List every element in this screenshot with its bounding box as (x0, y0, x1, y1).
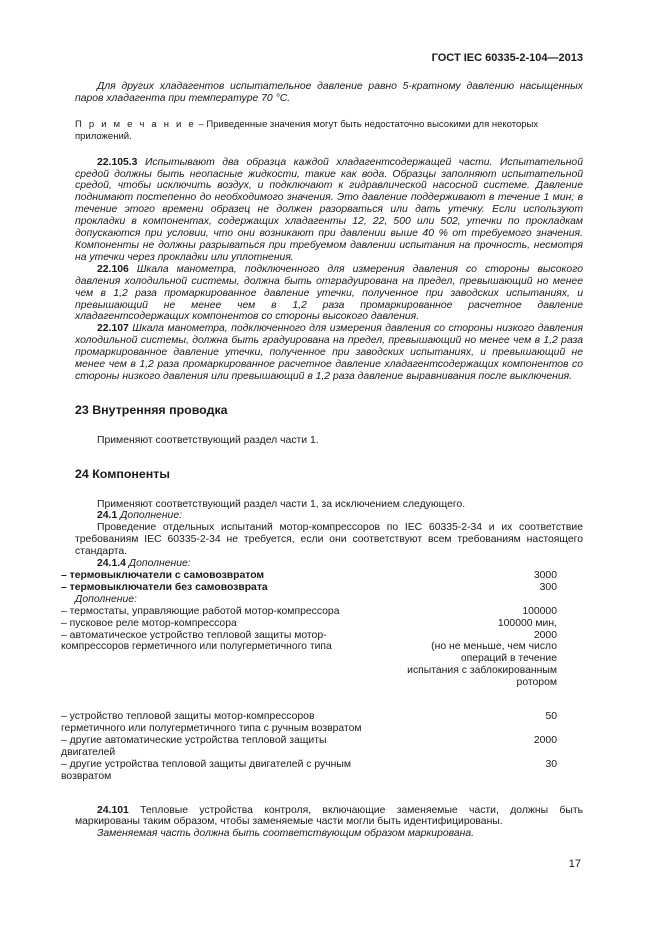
clause-number: 24.101 (97, 804, 129, 816)
row-value-main: 2000 (533, 629, 557, 641)
clause-number: 22.105.3 (97, 156, 138, 168)
section-23-heading: 23 Внутренняя проводка (75, 402, 228, 417)
document-header: ГОСТ IEC 60335-2-104—2013 (431, 52, 583, 64)
table-row (61, 759, 569, 783)
clause-24-101 (75, 805, 583, 829)
cycles-table (61, 570, 569, 783)
clause-22-107 (75, 323, 583, 383)
clause-number: 22.107 (97, 323, 129, 335)
section-23-text: Применяют соответствующий раздел части 1. (97, 434, 319, 446)
row-value: 2000 (533, 734, 557, 746)
row-value (375, 630, 569, 690)
row-value-note: (но не меньше, чем число (431, 641, 557, 653)
intro-paragraph: Для других хладагентов испытательное давление равно 5-кратному давлению насыщенных паров хладагента при температуре 70 °C. (75, 81, 583, 104)
table-row (61, 582, 569, 594)
row-name: – устройство тепловой защиты мотор-компрессоров герметичного или полугерметичного типа с ручным возвратом (61, 711, 362, 734)
clause-24-101-italic: Заменяемая часть должна быть соответствующим образом маркирована. (97, 828, 474, 840)
table-row (61, 606, 569, 618)
row-value: 300 (539, 581, 557, 593)
row-value: 100000 (522, 605, 557, 617)
note-paragraph (75, 119, 583, 143)
section-24-heading: 24 Компоненты (75, 466, 170, 481)
row-value: 3000 (533, 570, 557, 581)
table-row (61, 618, 569, 630)
note-label: П р и м е ч а н и е (75, 118, 196, 130)
section-24-text: Применяют соответствующий раздел части 1, за исключением следующего. (97, 498, 466, 510)
clause-24-1-text: Проведение отдельных испытаний мотор-компрессоров по IEC 60335-2-34 и их соответствие требованиям IEC 60335-2-34 не требуется, если они соответствуют всем требованиям настоящего стандарта. (75, 522, 583, 558)
clause-22-105-3 (75, 157, 583, 264)
table-row (61, 735, 569, 759)
clause-22-106 (75, 264, 583, 324)
page-content (61, 81, 583, 840)
row-value-note: операций в течение (460, 653, 557, 665)
row-name: – другие устройства тепловой защиты двигателей с ручным возвратом (61, 758, 351, 782)
clause-number: 24.1 (97, 510, 118, 522)
row-value: 30 (545, 758, 557, 770)
row-name: – термостаты, управляющие работой мотор-компрессора (61, 605, 340, 617)
clause-24-1-4 (75, 558, 583, 570)
clause-24-1 (75, 510, 583, 522)
addition-label: Дополнение: (75, 593, 137, 605)
row-value: 100000 мин, (497, 617, 557, 629)
row-name: – другие автоматические устройства тепловой защиты двигателей (61, 734, 327, 758)
note-text: – Приведенные значения могут быть недостаточно высокими для некоторых приложений. (75, 118, 539, 142)
row-value: 50 (545, 711, 557, 723)
clause-number: 24.1.4 (97, 558, 126, 570)
clause-text: Тепловые устройства контроля, включающие заменяемые части, должны быть маркированы таким образом, чтобы заменяемые части могли быть идентифицированы. (75, 804, 583, 828)
clause-number: 22.106 (97, 263, 129, 275)
clause-text: Испытывают два образца каждой хладагентсодержащей части. Испытательной средой должны быть неопасные жидкости, такие как вода. Образцы заполняют испытательной средой, чтобы исключить воздух, и подключают к гидравлической насосной системе. Давление поднимают постепенно до необходимого значения. Это давление поддерживают в течение 1 мин; в течение этого времени образец не должен разорваться или дать утечку. Если используют прокладки в компонентах, содержащих хладагенты 12, 22, 500 или 502, утечки по прокладкам допускаются при условии, что они возникают при давлении выше 40 % от требуемого значения. Компоненты не должны разрываться при требуемом давлении испытания на прочность, несмотря на утечки через прокладки или уплотнения. (75, 156, 583, 263)
table-row (61, 711, 569, 735)
table-row (61, 570, 569, 582)
page-number: 17 (568, 858, 581, 870)
row-value-note: испытания с заблокированным (407, 665, 557, 677)
row-name: – пусковое реле мотор-компрессора (61, 617, 237, 629)
table-row (61, 594, 569, 606)
row-name: – термовыключатели с самовозвратом (61, 570, 265, 581)
row-value-note: ротором (516, 677, 557, 689)
clause-text: Шкала манометра, подключенного для измерения давления со стороны высокого давления холодильной системы, должна быть отградуирована на предел, превышающий но менее чем в 1,2 раза промаркированное давление утечки, полученное при заводских испытаниях, и превышающий не менее чем в 1,2 раза промаркированное расчетное давление хладагентсодержащих компонентов со стороны высокого давления. (75, 263, 583, 323)
row-name: – термовыключатели без самовозврата (61, 581, 268, 593)
table-row (61, 630, 569, 690)
row-name: – автоматическое устройство тепловой защиты мотор-компрессоров герметичного или полугерметичного типа (61, 629, 332, 653)
clause-label: Дополнение: (125, 558, 191, 570)
clause-label: Дополнение: (117, 510, 183, 522)
clause-text: Шкала манометра, подключенного для измерения давления со стороны низкого давления холодильной системы, должна быть градуирована на предел, превышающий но менее чем в 1,2 раза промаркированное давление утечки, полученное при заводских испытаниях, и превышающий не менее чем в 1,2 раза промаркированное расчетное давление хладагентсодержащих компонентов со стороны низкого давления или превышающий в 1,2 раза давление выравнивания после выключения. (75, 323, 583, 382)
